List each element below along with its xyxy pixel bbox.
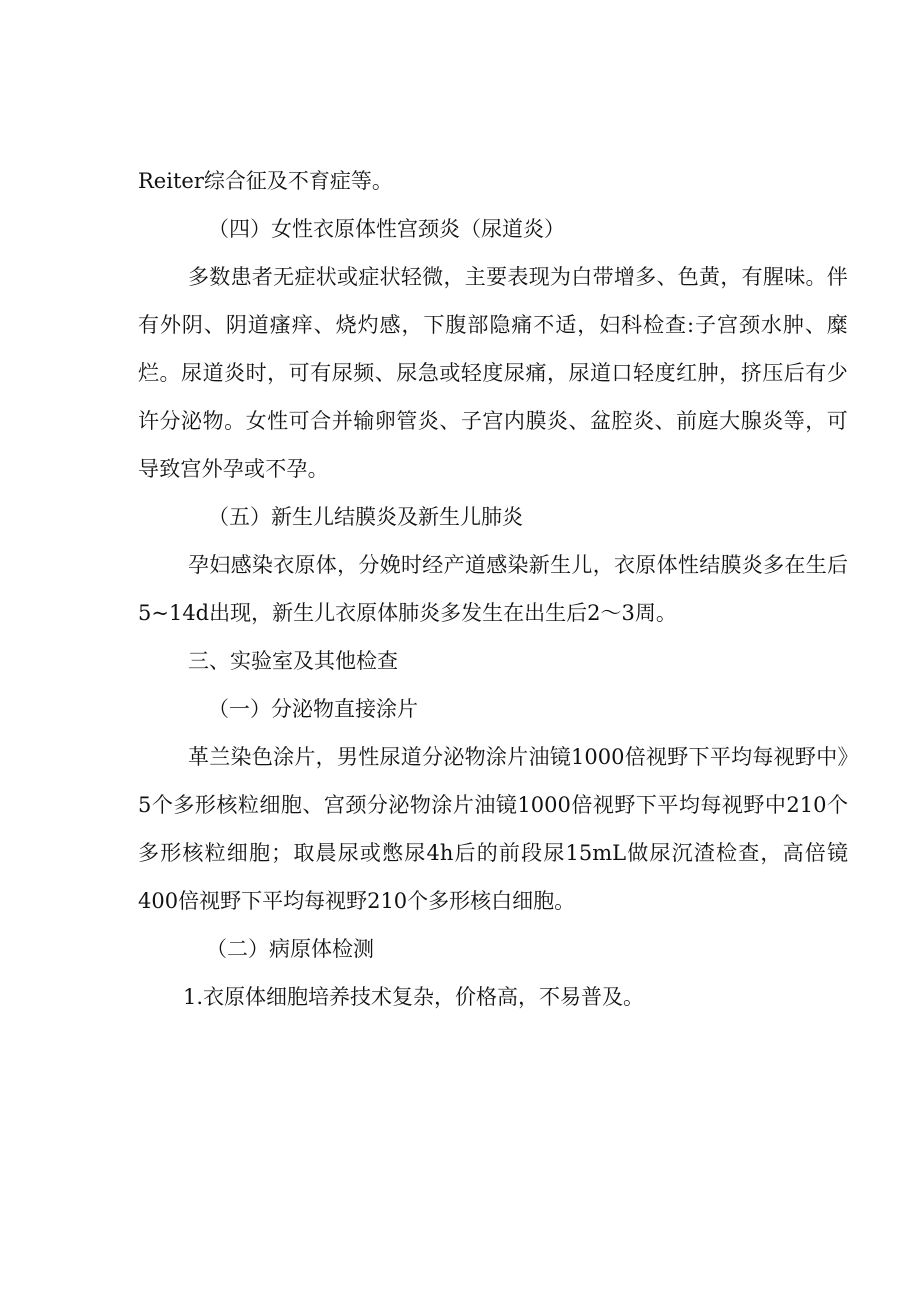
section-heading-pathogen: （二）病原体检测 [206, 937, 374, 961]
paragraph-neonatal: 孕妇感染衣原体，分娩时经产道感染新生儿，衣原体性结膜炎多在生后5~14d出现，新生儿衣原体肺炎多发生在出生后2～3周。 [138, 553, 848, 625]
paragraph-culture: 1.衣原体细胞培养技术复杂，价格高，不易普及。 [183, 985, 645, 1009]
section-heading-female-cervicitis: （四）女性衣原体性宫颈炎（尿道炎） [208, 217, 565, 241]
document-body [138, 157, 848, 1021]
section-heading-smear: （一）分泌物直接涂片 [208, 697, 418, 721]
section-heading-lab-tests: 三、实验室及其他检查 [188, 649, 398, 673]
paragraph-continuation: Reiter综合征及不育症等。 [138, 169, 393, 193]
paragraph-female-symptoms: 多数患者无症状或症状轻微，主要表现为白带增多、色黄，有腥味。伴有外阴、阴道瘙痒、烧灼感，下腹部隐痛不适，妇科检查:子宫颈水肿、糜烂。尿道炎时，可有尿频、尿急或轻度尿痛，尿道口轻度红肿，挤压后有少许分泌物。女性可合并输卵管炎、子宫内膜炎、盆腔炎、前庭大腺炎等，可导致宫外孕或不孕。 [138, 265, 848, 481]
paragraph-smear: 革兰染色涂片，男性尿道分泌物涂片油镜1000倍视野下平均每视野中》5个多形核粒细胞、宫颈分泌物涂片油镜1000倍视野下平均每视野中210个多形核粒细胞；取晨尿或憋尿4h后的前段尿15mL做尿沉渣检查，高倍镜400倍视野下平均每视野210个多形核白细胞。 [138, 745, 848, 913]
section-heading-neonatal: （五）新生儿结膜炎及新生儿肺炎 [208, 505, 523, 529]
